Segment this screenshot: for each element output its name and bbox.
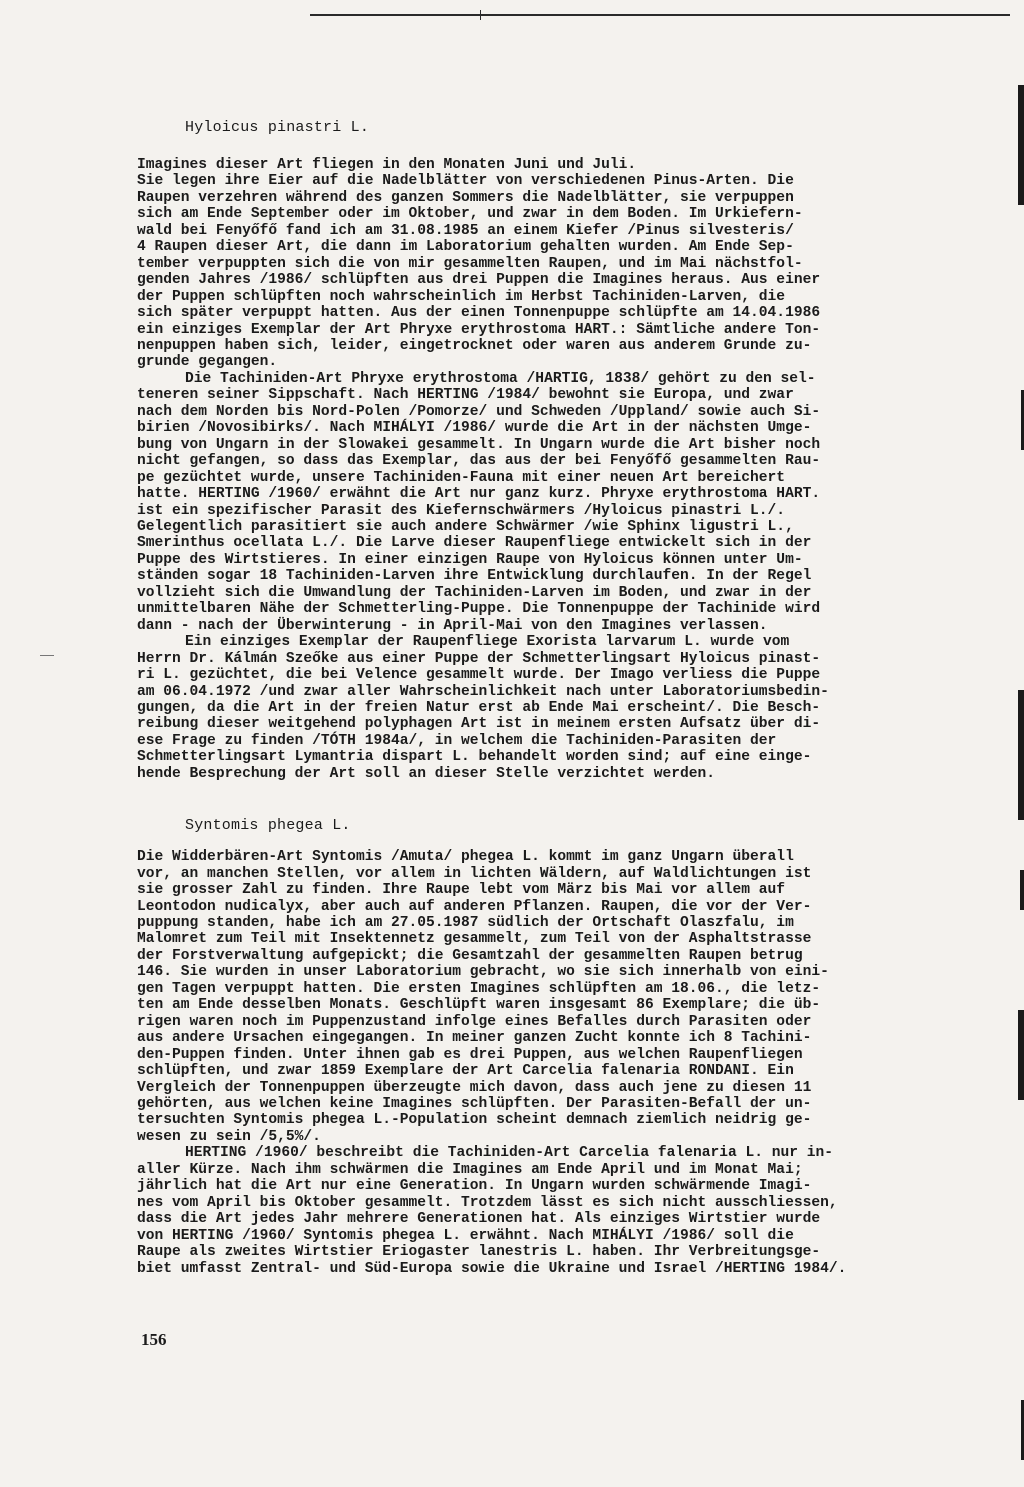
text-line: unmittelbaren Nähe der Schmetterling-Puppe. Die Tonnenpuppe der Tachinide wird [137,601,821,618]
text-line: ein einziges Exemplar der Art Phryxe erythrostoma HART.: Sämtliche andere Ton- [137,321,821,338]
text-line: Puppe des Wirtstieres. In einer einzigen Raupe von Hyloicus können unter Um- [137,551,803,568]
text-line: Sie legen ihre Eier auf die Nadelblätter von verschiedenen Pinus-Arten. Die [137,173,794,190]
text-line: ese Frage zu finden /TÓTH 1984a/, in welchem die Tachiniden-Parasiten der [137,732,777,749]
text-line: nicht gefangen, so dass das Exemplar, das aus der bei Fenyőfő gesammelten Rau- [137,453,821,470]
text-line: sie grosser Zahl zu finden. Ihre Raupe lebt vom März bis Mai vor allem auf [137,882,786,899]
text-line: rigen waren noch im Puppenzustand infolge eines Befalles durch Parasiten oder [137,1013,812,1030]
text-line: sich am Ende September oder im Oktober, und zwar in dem Boden. Im Urkiefern- [137,206,803,223]
text-line: HERTING /1960/ beschreibt die Tachiniden-Art Carcelia falenaria L. nur in- [185,1145,834,1162]
text-line: Imagines dieser Art fliegen in den Monaten Juni und Juli. [137,157,637,173]
text-line: genden Jahres /1986/ schlüpften aus drei Puppen die Imagines heraus. Aus einer [137,272,821,289]
text-line: Die Widderbären-Art Syntomis /Amuta/ phegea L. kommt im ganz Ungarn überall [137,849,794,866]
text-line: teneren seiner Sippschaft. Nach HERTING /1984/ bewohnt sie Europa, und zwar [137,387,794,404]
text-line: Schmetterlingsart Lymantria dispart L. behandelt worden sind; auf eine einge- [137,749,812,766]
text-line: gungen, da die Art in der freien Natur erst ab Ende Mai erscheint/. Die Besch- [137,699,821,716]
text-line: pe gezüchtet wurde, unsere Tachiniden-Fauna mit einer neuen Art bereichert [137,469,786,486]
text-line: ist ein spezifischer Parasit des Kiefernschwärmers /Hyloicus pinastri L./. [137,502,786,519]
section-heading-syntomis: Syntomis phegea L. [185,817,351,835]
page-number: 156 [141,1330,167,1349]
text-line: bung von Ungarn in der Slowakei gesammelt. In Ungarn wurde die Art bisher noch [137,436,821,453]
text-line: nach dem Norden bis Nord-Polen /Pomorze/ und Schweden /Uppland/ sowie auch Si- [137,403,821,420]
text-line: der Forstverwaltung aufgepickt; die Gesamtzahl der gesammelten Raupen betrug [137,947,803,964]
scan-artifact-right-edge-5 [1018,1010,1024,1100]
text-line: vollzieht sich die Umwandlung der Tachiniden-Larven im Boden, und zwar in der [137,584,812,601]
text-line: jährlich hat die Art nur eine Generation. In Ungarn wurden schwärmende Imagi- [137,1178,812,1195]
text-line: 146. Sie wurden in unser Laboratorium gebracht, wo sie sich innerhalb von eini- [137,964,829,981]
text-line: ri L. gezüchtet, die bei Velence gesammelt wurde. Der Imago verliess die Puppe [137,667,821,684]
scan-artifact-right-edge-3 [1018,690,1024,820]
text-line: Leontodon nudicalyx, aber auch auf anderen Pflanzen. Raupen, die vor der Ver- [137,898,812,915]
text-line: von HERTING /1960/ Syntomis phegea L. erwähnt. Nach MIHÁLYI /1986/ soll die [137,1227,794,1244]
text-line: vor, an manchen Stellen, vor allem in lichten Wäldern, auf Waldlichtungen ist [137,865,812,882]
text-line: aller Kürze. Nach ihm schwärmen die Imagines am Ende April und im Monat Mai; [137,1161,803,1178]
text-line: Ein einziges Exemplar der Raupenfliege Exorista larvarum L. wurde vom [185,634,790,651]
text-line: Raupen verzehren während des ganzen Sommers die Nadelblätter, sie verpuppen [137,189,794,206]
text-line: schlüpften, und zwar 1859 Exemplare der Art Carcelia falenaria RONDANI. Ein [137,1063,794,1080]
text-line: hatte. HERTING /1960/ erwähnt die Art nur ganz kurz. Phryxe erythrostoma HART. [137,486,821,503]
text-line: Herrn Dr. Kálmán Szeőke aus einer Puppe der Schmetterlingsart Hyloicus pinast- [137,650,821,667]
text-line: puppung standen, habe ich am 27.05.1987 südlich der Ortschaft Olaszfalu, im [137,915,794,932]
text-line: gehörten, aus welchen keine Imagines schlüpften. Der Parasiten-Befall der un- [137,1096,812,1113]
text-line: am 06.04.1972 /und zwar aller Wahrscheinlichkeit nach unter Laboratoriumsbedin- [137,683,829,700]
section-hyloicus-text [137,157,967,782]
text-line: ten am Ende desselben Monats. Geschlüpft waren insgesamt 86 Exemplare; die üb- [137,997,821,1014]
text-line: dass die Art jedes Jahr mehrere Generationen hat. Als einziges Wirtstier wurde [137,1211,821,1228]
text-line: 4 Raupen dieser Art, die dann im Laboratorium gehalten wurden. Am Ende Sep- [137,239,794,256]
document-body [137,118,967,1277]
text-line: den-Puppen finden. Unter ihnen gab es drei Puppen, aus welchen Raupenfliegen [137,1046,803,1063]
text-line: grunde gegangen. [137,354,278,371]
text-line: birien /Novosibirks/. Nach MIHÁLYI /1986/ wurde die Art in der nächsten Umge- [137,420,812,437]
text-line: wesen zu sein /5,5%/. [137,1128,321,1145]
section-heading-hyloicus: Hyloicus pinastri L. [185,119,370,136]
text-line: Malomret zum Teil mit Insektennetz gesammelt, zum Teil von der Asphaltstrasse [137,931,812,948]
text-line: Die Tachiniden-Art Phryxe erythrostoma /HARTIG, 1838/ gehört zu den sel- [185,370,816,387]
scan-artifact-tick [480,10,481,20]
text-line: Smerinthus ocellata L./. Die Larve dieser Raupenfliege entwickelt sich in der [137,535,812,552]
text-line: ständen sogar 18 Tachiniden-Larven ihre Entwicklung durchlaufen. In der Regel [137,568,812,585]
scan-artifact-right-edge-1 [1018,85,1024,205]
text-line: sich später verpuppt hatten. Aus der einen Tonnenpuppe schlüpfte am 14.04.1986 [137,305,821,322]
text-line: hende Besprechung der Art soll an dieser Stelle verzichtet werden. [137,765,716,782]
text-line: Vergleich der Tonnenpuppen überzeugte mich davon, dass auch jene zu diesen 11 [137,1079,812,1096]
scan-artifact-top-line [310,14,1010,16]
text-line: nes vom April bis Oktober gesammelt. Trotzdem lässt es sich nicht ausschliessen, [137,1194,838,1211]
text-line: tember verpuppten sich die von mir gesammelten Raupen, und im Mai nächstfol- [137,255,803,272]
text-line: wald bei Fenyőfő fand ich am 31.08.1985 an einem Kiefer /Pinus silvesteris/ [137,222,794,239]
text-line: gen Tagen verpuppt hatten. Die ersten Imagines schlüpften am 18.06., die letz- [137,980,821,997]
scan-artifact-right-edge-4 [1020,870,1024,910]
text-line: Gelegentlich parasitiert sie auch andere Schwärmer /wie Sphinx ligustri L., [137,518,794,535]
text-line: tersuchten Syntomis phegea L.-Population scheint demnach ziemlich neidrig ge- [137,1112,812,1129]
section-syntomis-text [137,849,967,1277]
text-line: reibung dieser weitgehend polyphagen Art ist in meinem ersten Aufsatz über di- [137,716,821,733]
text-line: der Puppen schlüpften noch wahrscheinlich im Herbst Tachiniden-Larven, die [137,288,786,305]
text-line: aus andere Ursachen eingegangen. In meiner ganzen Zucht konnte ich 8 Tachini- [137,1030,812,1047]
scan-artifact-left-dash [40,655,54,656]
text-line: nenpuppen haben sich, leider, eingetrocknet oder waren aus anderem Grunde zu- [137,337,812,354]
text-line: biet umfasst Zentral- und Süd-Europa sowie die Ukraine und Israel /HERTING 1984/. [137,1260,847,1277]
text-line: Raupe als zweites Wirtstier Eriogaster lanestris L. haben. Ihr Verbreitungsge- [137,1244,821,1261]
text-line: dann - nach der Überwinterung - in April-Mai von den Imagines verlassen. [137,617,768,634]
